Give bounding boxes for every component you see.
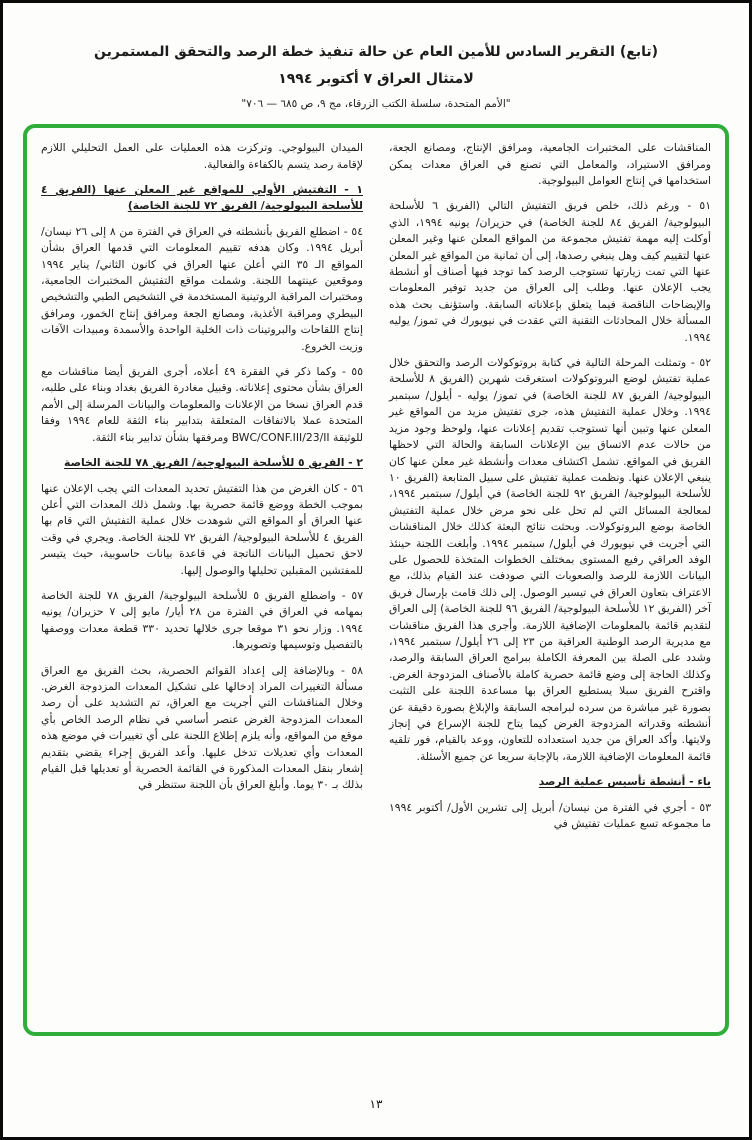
- section-heading-1: ١ - التفتيش الأولي للمواقع غير المعلن عنها (الفريق ٤ للأسلحة البيولوجية/ الفريق ٧٢ للجنة الخاصة): [41, 183, 363, 213]
- report-title-line2: لامتثال العراق ٧ أكتوبر ١٩٩٤: [278, 70, 474, 87]
- document-header: [3, 3, 749, 110]
- paragraph-53: ٥٣ - أجري في الفترة من نيسان/ أبريل إلى تشرين الأول/ أكتوبر ١٩٩٤ ما مجموعه تسع عمليات تفتيش في: [389, 800, 711, 831]
- page-number: ١٣: [369, 1097, 383, 1111]
- paragraph-52: ٥٢ - وتمثلت المرحلة التالية في كتابة بروتوكولات الرصد والتحقق خلال عملية تفتيش لوضع البروتوكولات استغرقت شهرين (الفريق ٨ للأسلحة البيولوجية/ الفريق ٨٧ للجنة الخاصة) في تموز/ يوليه - أيلول/ سبتمبر ١٩٩٤. وخلال عملية التفتيش هذه، جرى تفتيش مزيد من المواقع غير المعلن عنها وتبين أنها تستوجب تقديم إعلانات عنها، ولوحظ وجود مزيد من حالات عدم الاتساق بين الإعلانات السابقة والحالة التي لاحظها الفريق في المواقع. تشمل اكتشاف معدات وأنشطة غير معلن عنها كان ينبغي الإعلان عنها. ونظمت عملية تفتيش على سبيل المتابعة (الفريق ١٠ للأسلحة البيولوجية/ الفريق ٩٢ للجنة الخاصة) في أيلول/ سبتمبر ١٩٩٤، لمعالجة المسائل التي لم تحل على نحو مرض خلال عملية التفتيش الخاصة بوضع البروتوكولات. وبحثت نتائج البعثة كذلك خلال المناقشات التي أجريت في نيويورك في أيلول/ سبتمبر ١٩٩٤. وأبلغت اللجنة حينئذ الوفد العراقي رفيع المستوى بمختلف الخطوات المتخذة للحصول على البيانات اللازمة للرصد والصعوبات التي صودفت عند القيام بذلك، مع الاعتراف بتعاون العراق في تيسير الوصول. إلى ذلك قامت بإرسال فريق آخر (الفريق ١٢ للأسلحة البيولوجية/ الفريق ٩٦ للجنة الخاصة) إلى العراق لتقديم قائمة بالمعلومات الإضافية اللازمة. وأجرى هذا الفريق مناقشات مع مديرية الرصد الوطنية العراقية من ٢٣ إلى ٢٦ أيلول/ سبتمبر ١٩٩٤، وشدد على الصلة بين المعرفة الكاملة ببرامج العراق السابقة والرصد، وكذلك الحاجة إلى وضع قائمة حصرية كاملة بالأصناف المزدوجة الغرض. واقترح الفريق سبلا يستطيع العراق بها مساعدة اللجنة على التثبت بصورة غير مباشرة من سرده لبرامجه السابقة والإبلاغ بصورة دقيقة عن أنشطته وقدراته المزدوجة الغرض كيما يتاح للجنة الإسراع في إنجاز ولايتها. وأكد العراق من جديد استعداده للتعاون، ووعد بالقيام، فور تلقيه قائمة المعلومات الإضافية اللازمة، بالإجابة سريعا عن جميع الأسئلة.: [389, 356, 712, 763]
- left-column: [41, 140, 363, 1022]
- paragraph-58: ٥٨ - وبالإضافة إلى إعداد القوائم الحصرية، بحث الفريق مع العراق مسألة التغييرات المراد إدخالها على تشكيل المعدات المزدوجة الغرض. وخلال المناقشات التي أجريت مع العراق، تم التشديد على أن رصد المعدات المزدوجة الغرض عنصر أساسي في نظام الرصد الخاص بأي موقع من المواقع، وأنه يلزم إطلاع اللجنة على أي تغييرات في موضع هذه المعدات وأي تعديلات تدخل عليها. وأعد الفريق إجراء يقضي بتقديم إشعار بنقل المعدات المذكورة في القائمة الحصرية أو تعديلها قبل القيام بذلك بـ ٣٠ يوما. وأبلغ العراق بأن اللجنة ستنظر في: [41, 663, 363, 792]
- report-title-line1: (تابع) التقرير السادس للأمين العام عن حالة تنفيذ خطة الرصد والتحقق المستمرين: [94, 44, 658, 60]
- paragraph-continuation-2: الميدان البيولوجي. وتركزت هذه العمليات على العمل التحليلي اللازم لإقامة رصد يتسم بالكفاءة والفعالية.: [41, 141, 363, 171]
- paragraph-51: ٥١ - ورغم ذلك، خلص فريق التفتيش التالي (الفريق ٦ للأسلحة البيولوجية/ الفريق ٨٤ للجنة الخاصة) في حزيران/ يونيه ١٩٩٤، الذي أوكلت إليه مهمة تفتيش مجموعة من المواقع المعلن عنها وغير المعلن عنها لتقييم كيف وهل ينبغي رصدها، إلى أن ثمانية من المواقع غير المعلن عنها التي تمت زيارتها تستوجب الرصد كما توجد فيها أصناف أو أنشطة يجب الإعلان عنها. وطلب إلى العراق من جديد توفير المعلومات والإيضاحات الناقصة فيما يتعلق بإعلاناته السابقة. واستؤنف بحث هذه المسألة خلال المحادثات التقنية التي عقدت في نيويورك في تموز/ يوليه ١٩٩٤.: [389, 199, 711, 344]
- paragraph-56: ٥٦ - كان الغرض من هذا التفتيش تحديد المعدات التي يجب الإعلان عنها بموجب الخطة ووضع قائمة حصرية بها. وشمل ذلك المعدات التي أعلن عنها العراق أو المواقع التي شوهدت خلال عملية التفتيش التي قام بها الفريق ٤ للأسلحة البيولوجية/ الفريق ٧٢ للجنة الخاصة. ويجري في وقت لاحق تحميل البيانات الناتجة في قاعدة بيانات حاسوبية، حيث يتيسر للمفتشين المقبلين تحليلها والوصول إليها.: [41, 481, 363, 577]
- paragraph-57: ٥٧ - واضطلع الفريق ٥ للأسلحة البيولوجية/ الفريق ٧٨ للجنة الخاصة بمهامه في العراق في الفترة من ٢٨ أيار/ مايو إلى ٧ حزيران/ يونيه ١٩٩٤. وزار نحو ٣١ موقعا جرى خلالها تحديد ٣٣٠ قطعة معدات ووصفها بالتفصيل وتوسيمها وتصويرها.: [41, 588, 364, 652]
- section-heading-baa: باء - أنشطة تأسيس عملية الرصد: [538, 775, 711, 789]
- paragraph-55: ٥٥ - وكما ذكر في الفقرة ٤٩ أعلاه، أجرى الفريق أيضا مناقشات مع العراق بشأن محتوى إعلاناته. وقبيل مغادرة الفريق بغداد وبناء على طلبه، قدم العراق نسخا من الإعلانات والمعلومات والبيانات المرسلة إلى الأمم المتحدة عملا بالاتفاقات المتعلقة بتدابير بناء الثقة للعام ١٩٩٤ وفقا للوثيقة BWC/CONF.III/23/II ومرفقها بشأن تدابير بناء الثقة.: [41, 365, 364, 444]
- source-citation: "الأمم المتحدة، سلسلة الكتب الزرقاء، مج ٩، ص ٦٨٥ — ٧٠٦": [241, 98, 511, 111]
- green-frame: [23, 124, 729, 1036]
- two-column-body: [41, 140, 711, 1022]
- section-heading-2: ٢ - الفريق ٥ للأسلحة البيولوجية/ الفريق ٧٨ للجنة الخاصة: [64, 456, 363, 470]
- right-column: [389, 140, 711, 1022]
- paragraph-continuation: المناقشات على المختبرات الجامعية، ومرافق الإنتاج، ومصانع الجعة، ومرافق الاستيراد، والمعامل التي تصنع في العراق معدات يمكن استخدامها في إنتاج العوامل البيولوجية.: [389, 141, 711, 187]
- paragraph-54: ٥٤ - اضطلع الفريق بأنشطته في العراق في الفترة من ٨ إلى ٢٦ نيسان/ أبريل ١٩٩٤. وكان هدفه تقييم المعلومات التي قدمها العراق بشأن المواقع الـ ٣٥ التي أعلن عنها العراق في كانون الثاني/ يناير ١٩٩٤ وموقعين عينتهما اللجنة. وشملت مواقع التفتيش المختبرات الجامعية، ومختبرات المراقبة الروتينية المستخدمة في التشخيص الطبي والتشخيص البيطري ومراقبة الأغذية، ومصانع الجعة ومرافق إنتاج الخمور، ومرافق إنتاج اللقاحات والبروتينات ذات الخلية الواحدة والأسمدة ومبيدات الآفات وزيت الخروع.: [41, 224, 364, 353]
